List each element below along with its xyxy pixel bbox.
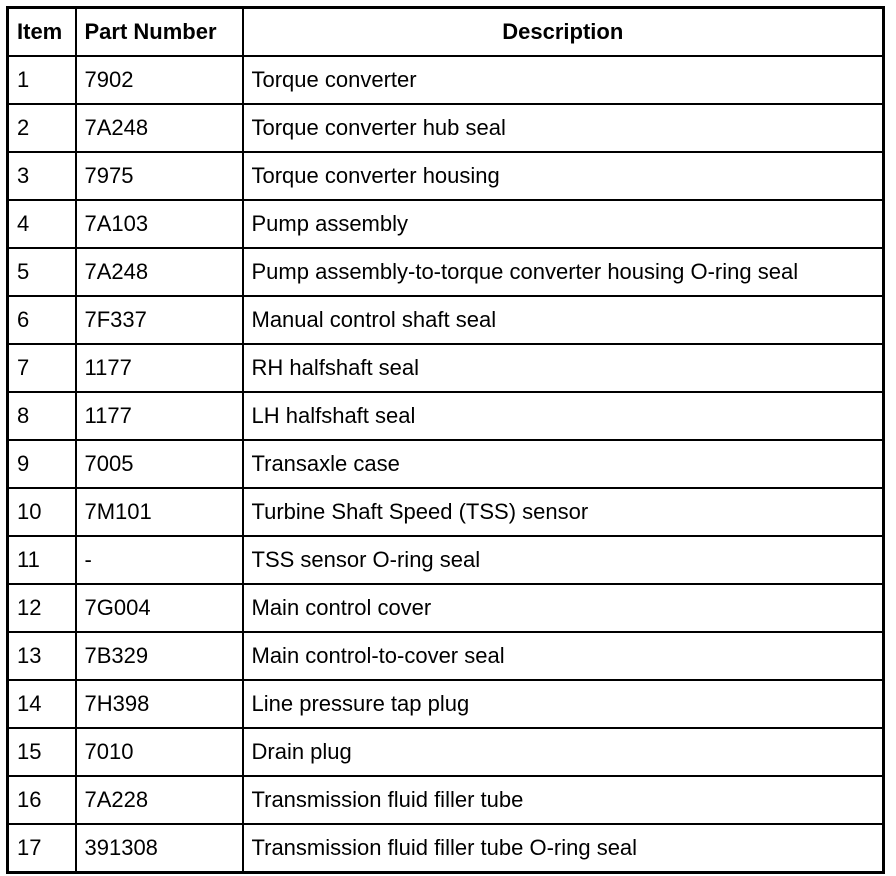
part-number-cell: 7M101 — [76, 488, 243, 536]
item-cell: 10 — [8, 488, 76, 536]
item-cell: 4 — [8, 200, 76, 248]
description-cell: Main control-to-cover seal — [243, 632, 884, 680]
part-number-cell: 7010 — [76, 728, 243, 776]
item-cell: 17 — [8, 824, 76, 873]
description-cell: Pump assembly-to-torque converter housing O-ring seal — [243, 248, 884, 296]
table-row — [8, 584, 884, 632]
part-number-cell: 7G004 — [76, 584, 243, 632]
parts-table — [6, 6, 885, 874]
table-row — [8, 56, 884, 104]
item-cell: 5 — [8, 248, 76, 296]
table-row — [8, 632, 884, 680]
table-row — [8, 344, 884, 392]
item-cell: 9 — [8, 440, 76, 488]
item-cell: 11 — [8, 536, 76, 584]
description-cell: Line pressure tap plug — [243, 680, 884, 728]
table-row — [8, 104, 884, 152]
item-cell: 12 — [8, 584, 76, 632]
item-cell: 6 — [8, 296, 76, 344]
table-row — [8, 680, 884, 728]
table-row — [8, 824, 884, 873]
part-number-cell: 1177 — [76, 344, 243, 392]
part-number-cell: 7A228 — [76, 776, 243, 824]
item-cell: 13 — [8, 632, 76, 680]
table-row — [8, 296, 884, 344]
part-number-cell: 1177 — [76, 392, 243, 440]
table-body — [8, 56, 884, 873]
description-cell: Drain plug — [243, 728, 884, 776]
description-cell: Torque converter hub seal — [243, 104, 884, 152]
table-row — [8, 152, 884, 200]
part-number-cell: 391308 — [76, 824, 243, 873]
item-cell: 16 — [8, 776, 76, 824]
table-row — [8, 488, 884, 536]
item-cell: 1 — [8, 56, 76, 104]
table-header — [8, 8, 884, 57]
part-number-cell: 7A248 — [76, 104, 243, 152]
description-cell: Manual control shaft seal — [243, 296, 884, 344]
description-cell: Turbine Shaft Speed (TSS) sensor — [243, 488, 884, 536]
table-row — [8, 536, 884, 584]
table-row — [8, 440, 884, 488]
part-number-cell: 7005 — [76, 440, 243, 488]
item-cell: 14 — [8, 680, 76, 728]
part-number-cell: 7B329 — [76, 632, 243, 680]
part-number-cell: 7H398 — [76, 680, 243, 728]
part-number-cell: 7F337 — [76, 296, 243, 344]
description-cell: Main control cover — [243, 584, 884, 632]
item-cell: 7 — [8, 344, 76, 392]
table-row — [8, 776, 884, 824]
header-row — [8, 8, 884, 57]
table-row — [8, 728, 884, 776]
description-cell: RH halfshaft seal — [243, 344, 884, 392]
part-number-cell: 7A248 — [76, 248, 243, 296]
description-cell: Pump assembly — [243, 200, 884, 248]
description-cell: Transaxle case — [243, 440, 884, 488]
header-part-number: Part Number — [76, 8, 243, 57]
header-item: Item — [8, 8, 76, 57]
header-description: Description — [243, 8, 884, 57]
part-number-cell: - — [76, 536, 243, 584]
part-number-cell: 7902 — [76, 56, 243, 104]
item-cell: 3 — [8, 152, 76, 200]
item-cell: 8 — [8, 392, 76, 440]
part-number-cell: 7975 — [76, 152, 243, 200]
table-row — [8, 392, 884, 440]
table-row — [8, 248, 884, 296]
description-cell: Transmission fluid filler tube O-ring seal — [243, 824, 884, 873]
description-cell: Torque converter housing — [243, 152, 884, 200]
table-row — [8, 200, 884, 248]
description-cell: TSS sensor O-ring seal — [243, 536, 884, 584]
item-cell: 2 — [8, 104, 76, 152]
description-cell: Torque converter — [243, 56, 884, 104]
description-cell: LH halfshaft seal — [243, 392, 884, 440]
description-cell: Transmission fluid filler tube — [243, 776, 884, 824]
item-cell: 15 — [8, 728, 76, 776]
part-number-cell: 7A103 — [76, 200, 243, 248]
